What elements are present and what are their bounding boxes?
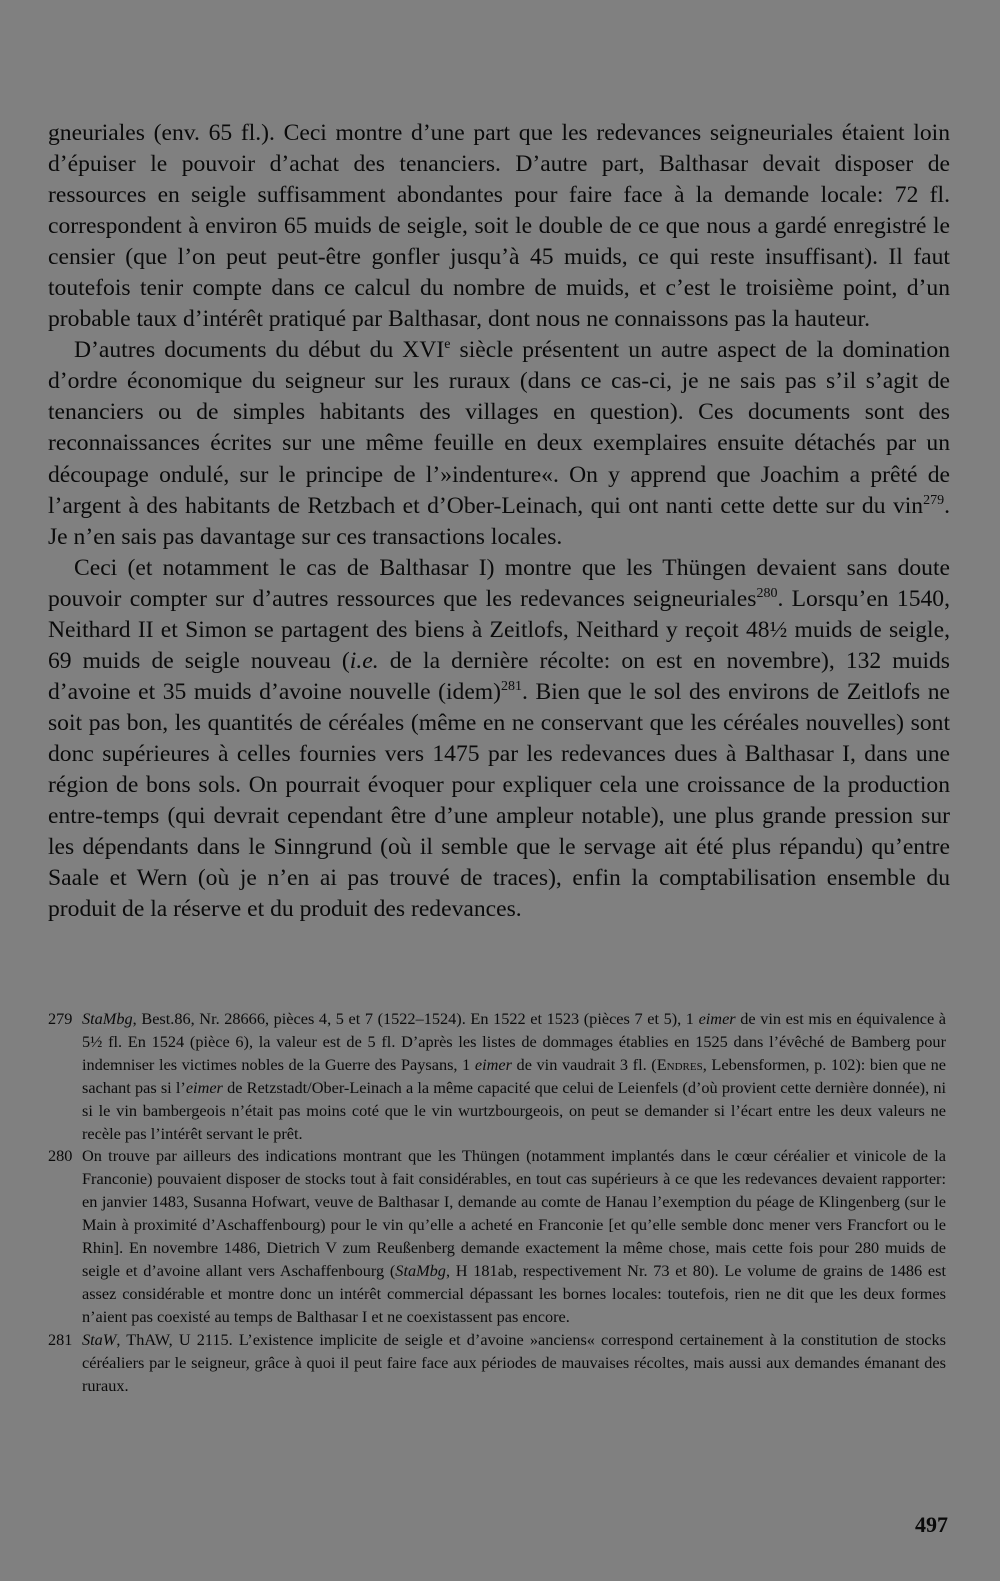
paragraph-2-text-b: siècle présentent un autre aspect de la domination d’ordre économique du seigneur sur les ruraux (dans ce cas-ci, je ne sais pas s’il s’agit de tenanciers ou de simples habitants des villages en question). Ces documents sont des reconnaissances écrites sur une même feuille en deux exemplaires ensuite détachés par un découpage ondulé, sur le principe de l’»indenture«. On y apprend que Joachim a prêté de l’argent à des habitants de Retzbach et d’Ober-Leinach, qui ont nanti cette dette sur du vin [48, 337, 950, 519]
paragraph-2-text-c: . Je n’en sais pas davantage sur ces transactions locales. [48, 492, 950, 550]
term-eimer: eimer [474, 1054, 512, 1074]
footnote-ref-279[interactable]: 279 [923, 492, 945, 508]
footnote-number: 281 [48, 1329, 73, 1349]
term-eimer: eimer [698, 1009, 736, 1028]
century-superscript: e [444, 337, 451, 353]
paragraph-3-text-c: de la dernière récolte: on est en novembre), 132 muids d’avoine et 35 muids d’avoine nouvelle (idem) [48, 647, 950, 705]
footnote-279-text-e: de Retzstadt/Ober-Leinach a la même capacité que celui de Leienfels (d’où provient cette dernière donnée), ni si le vin bambergeois n’était pas moins coté que le vin wurtzbourgeois, on peut se demander si l’écart entre les deux valeurs ne recèle pas l’intérêt servant le prêt. [82, 1077, 946, 1143]
footnote-number: 279 [48, 1009, 73, 1028]
ie-abbreviation: i.e. [349, 647, 379, 674]
source-abbreviation: StaW [82, 1329, 117, 1349]
source-abbreviation: StaMbg [395, 1260, 446, 1280]
paragraph-3-text-d: . Bien que le sol des environs de Zeitlofs ne soit pas bon, les quantités de céréales (même en ne conservant que les céréales nouvelles) sont donc supérieures à celles fournies vers 1475 par les redevances dues à Balthasar I, dans une région de bons sols. On pourrait évoquer pour expliquer cela une croissance de la production entre-temps (qui devrait cependant être d’une ampleur notable), une plus grande pression sur les dépendants dans le Sinngrund (où il semble que le servage ait été plus répandu) qu’entre Saale et Wern (où je n’en ai pas trouvé de traces), enfin la comptabilisation ensemble du produit de la réserve et du produit des redevances. [48, 678, 950, 923]
paragraph-1-text: gneuriales (env. 65 fl.). Ceci montre d’une part que les redevances seigneuriales étaient loin d’épuiser le pouvoir d’achat des tenanciers. D’autre part, Balthasar devait disposer de ressources en seigle suffisamment abondantes pour faire face à la demande locale: 72 fl. correspondent à environ 65 muids de seigle, soit le double de ce que nous a gardé enregistré le censier (que l’on peut peut-être gonfler jusqu’à 45 muids, ce qui reste insuffisant). Il faut toutefois tenir compte dans ce calcul du nombre de muids, et c’est le troisième point, d’un probable taux d’intérêt pratiqué par Balthasar, dont nous ne connaissons pas la hauteur. [48, 120, 950, 333]
footnote-279-text-a: , Best.86, Nr. 28666, pièces 4, 5 et 7 (1522–1524). En 1522 et 1523 (pièces 7 et 5), 1 [132, 1009, 699, 1028]
footnote-279-text-d: , Lebensformen, p. 102): bien que ne sachant pas si l’ [82, 1054, 947, 1097]
page-number: 497 [915, 1512, 948, 1537]
footnote-281 [48, 1329, 946, 1398]
term-eimer: eimer [185, 1077, 223, 1097]
footnote-text [82, 1329, 946, 1398]
paragraph-3-text-a: Ceci (et notamment le cas de Balthasar I) montre que les Thüngen devaient sans doute pouvoir compter sur d’autres ressources que les redevances seigneuriales [48, 554, 950, 612]
footnote-ref-280[interactable]: 280 [756, 585, 778, 601]
source-abbreviation: StaMbg [82, 1009, 133, 1028]
paragraph-2 [48, 335, 950, 552]
footnote-text [82, 1008, 946, 1145]
author-name: Endres [656, 1054, 703, 1074]
footnotes [48, 1008, 946, 1397]
footnote-280 [48, 1145, 946, 1328]
footnote-280-text-a: On trouve par ailleurs des indications montrant que les Thüngen (notamment implantés dans le cœur céréalier et vinicole de la Franconie) pouvaient disposer de stocks tout à fait considérables, en tout cas supérieurs à ce que les redevances devaient rapporter: en janvier 1483, Susanna Hofwart, veuve de Balthasar I, demande au comte de Hanau l’exemption du péage de Klingenberg (sur le Main à proximité d’Aschaffenbourg) pour le vin qu’elle a acheté en Franconie [et qu’elle semble donc mener vers Francfort ou le Rhin]. En novembre 1486, Dietrich V zum Reußenberg demande exactement la même chose, mais cette fois pour 280 muids de seigle et d’avoine allant vers Aschaffenbourg ( [82, 1146, 946, 1280]
paragraph-3-text-b: . Lorsqu’en 1540, Neithard II et Simon se partagent des biens à Zeitlofs, Neithard y reçoit 48½ muids de seigle, 69 muids de seigle nouveau ( [48, 585, 950, 674]
footnote-281-text-a: , ThAW, U 2115. L’existence implicite de seigle et d’avoine »anciens« correspond certainement à la constitution de stocks céréaliers par le seigneur, grâce à quoi il peut faire face aux périodes de mauvaises récoltes, mais aussi aux demandes émanant des ruraux. [82, 1329, 946, 1395]
paragraph-2-text-a: D’autres documents du début du XVI [74, 337, 445, 364]
footnote-280-text-b: , H 181ab, respectivement Nr. 73 et 80). Le volume de grains de 1486 est assez considérable et montre donc un intérêt commercial dépassant les bornes locales: toutefois, rien ne dit que les deux formes n’aient pas coexisté au temps de Balthasar I et ne coexistassent pas encore. [82, 1260, 946, 1326]
main-text [48, 118, 950, 925]
footnote-text [82, 1145, 946, 1328]
footnote-279 [48, 1008, 946, 1145]
paragraph-1 [48, 118, 950, 335]
footnote-279-text-c: de vin vaudrait 3 fl. ( [511, 1054, 657, 1074]
footnote-279-text-b: de vin est mis en équivalence à 5½ fl. En 1524 (pièce 6), la valeur est de 5 fl. D’après les listes de dommages établies en 1525 dans l’évêché de Bamberg pour indemniser les victimes nobles de la Guerre des Paysans, 1 [82, 1009, 946, 1074]
footnote-number: 280 [48, 1146, 73, 1166]
paragraph-3 [48, 553, 950, 926]
footnote-ref-281[interactable]: 281 [501, 678, 523, 694]
